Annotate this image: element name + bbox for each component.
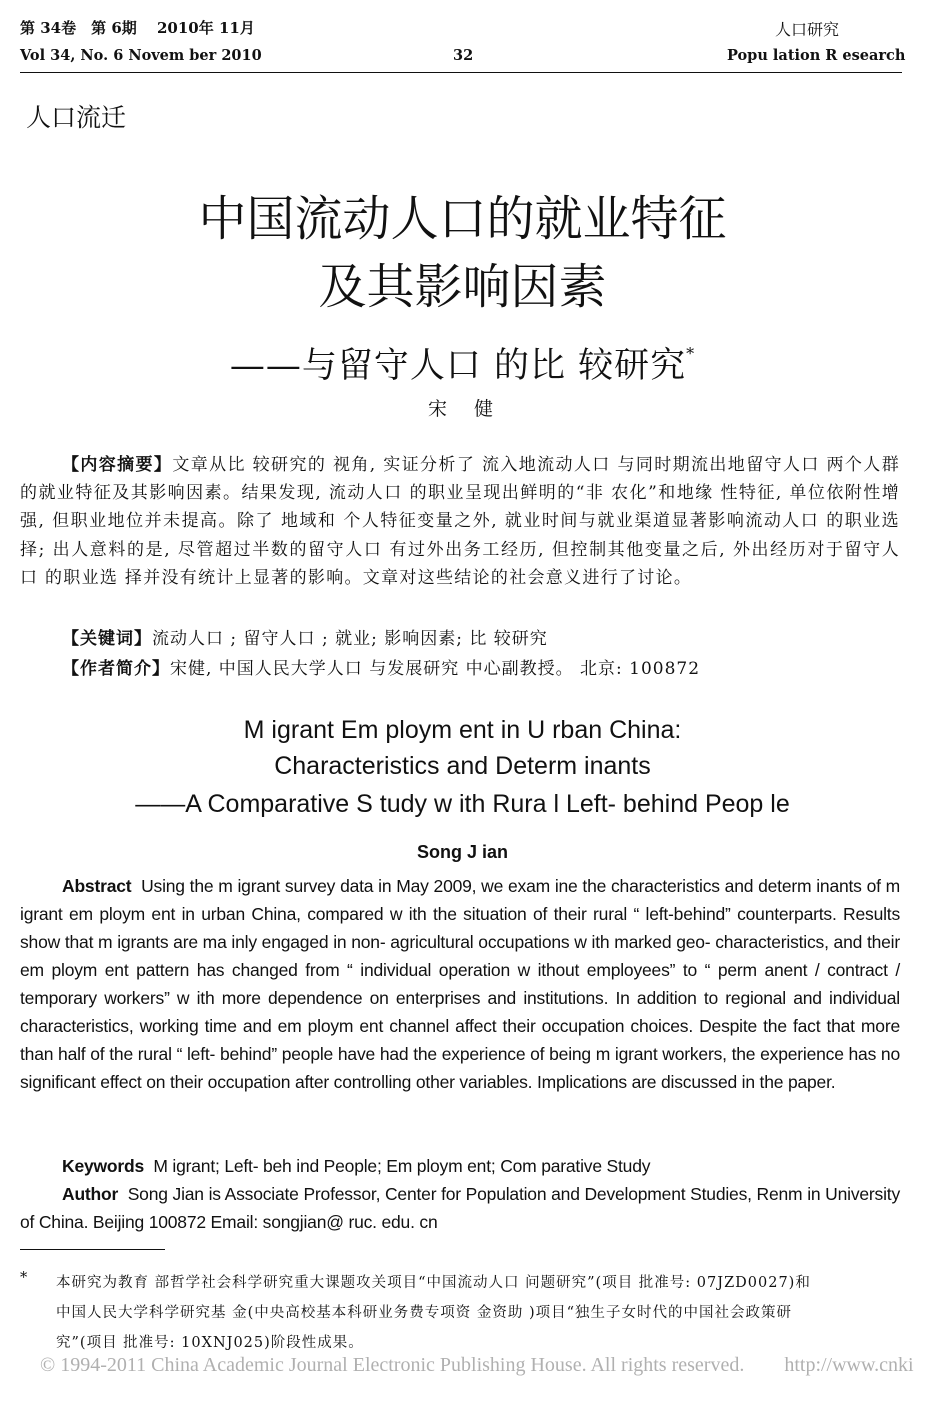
author-intro-cn-text: 宋健, 中国人民大学人口 与发展研究 中心副教授。 北京: 100872 <box>170 659 701 679</box>
subtitle-text: ——与留守人口 的比 较研究 <box>229 346 687 386</box>
abstract-cn <box>20 451 900 592</box>
page-number: 32 <box>453 47 474 64</box>
title-en-line-2: Characteristics and Determ inants <box>274 752 651 780</box>
author-name-en: Song J ian <box>416 842 508 862</box>
keywords-en-text: M igrant; Left- beh ind People; Em ploym ent; Com parative Study <box>153 1156 651 1176</box>
abstract-en <box>20 872 900 1096</box>
journal-name-cn: 人口研究 <box>775 20 840 39</box>
keywords-cn-label: 【关键词】 <box>62 629 152 649</box>
footnote-line-2: 中国人民大学科学研究基 金(中央高校基本科研业务费专项资 金资助 )项目“独生子女时代的中国社会政策研 <box>56 1305 793 1321</box>
subtitle <box>0 330 925 390</box>
title-en-line-1: M igrant Em ploym ent in U rban China: <box>243 716 682 744</box>
keywords-cn <box>62 625 902 653</box>
copyright-watermark: © 1994-2011 China Academic Journal Electronic Publishing House. All rights reserved. http://www.cnki <box>40 1354 914 1376</box>
footnote-rule <box>20 1249 165 1250</box>
keywords-cn-text: 流动人口 ; 留守人口 ; 就业; 影响因素; 比 较研究 <box>152 629 548 649</box>
title-en-line-3: ——A Comparative S tudy w ith Rura l Left- behind Peop le <box>135 790 790 818</box>
header-rule <box>20 72 902 73</box>
author-intro-en-label: Author <box>62 1184 119 1204</box>
abstract-cn-label: 【内容摘要】 <box>62 455 173 475</box>
keywords-en <box>20 1152 900 1180</box>
issue-info-cn: 第 34卷 第 6期 2010年 11月 <box>20 19 255 37</box>
footnote-line-3: 究”(项目 批准号: 10XNJ025)阶段性成果。 <box>56 1335 364 1351</box>
author-name-cn: 宋 健 <box>427 398 497 420</box>
journal-name-en: Popu lation R esearch <box>727 47 906 64</box>
abstract-cn-text: 文章从比 较研究的 视角, 实证分析了 流入地流动人口 与同时期流出地留守人口 两个人群的就业特征及其影响因素。结果发现, 流动人口 的职业呈现出鲜明的“非 农化”和地缘 性特征, 单位依附性增强, 但职业地位并未提高。除了 地域和 个人特征变量之外, 就业时间与就业渠道显著影响流动人口 的职业选择; 出人意料的是, 尽管超过半数的留守人口 有过外出务工经历, 但控制其他变量之后, 外出经历对于留守人口 的职业选 择并没有统计上显著的影响。文章对这些结论的社会意义进行了讨论。 <box>20 455 900 588</box>
footnote-mark: * <box>20 1270 28 1286</box>
subtitle-footnote-mark: * <box>686 344 696 363</box>
author-intro-en <box>20 1180 900 1236</box>
section-label: 人口流迁 <box>26 103 127 132</box>
footnote-line-1: 本研究为教育 部哲学社会科学研究重大课题攻关项目“中国流动人口 问题研究”(项目 批准号: 07JZD0027)和 <box>56 1275 811 1291</box>
abstract-en-label: Abstract <box>62 876 132 896</box>
author-intro-cn-label: 【作者简介】 <box>62 659 170 679</box>
issue-info-en: Vol 34, No. 6 Novem ber 2010 <box>20 47 262 64</box>
author-intro-en-text: Song Jian is Associate Professor, Center for Population and Development Studies, Renm in University of China. Beijing 100872 Email: songjian@ ruc. edu. cn <box>20 1184 900 1232</box>
author-intro-cn <box>62 655 902 683</box>
keywords-en-label: Keywords <box>62 1156 145 1176</box>
title-line-1: 中国流动人口的就业特征 <box>198 191 727 247</box>
title-line-2: 及其影响因素 <box>318 259 607 315</box>
abstract-en-text: Using the m igrant survey data in May 2009, we exam ine the characteristics and determ inants of m igrant em ploym ent in urban China, compared w ith the situation of their rural “ left-behind” counterparts. Results show that m igrants are ma inly engaged in non- agricultural occupations w ith marked geo- characteristics, and their em ploym ent pattern has changed from “ individual operation w ithout employees” to “ perm anent / contract / temporary workers” w ith more dependence on enterprises and institutions. In addition to regional and individual characteristics, working time and em ploym ent channel affect their occupation choices. Despite the fact that more than half of the rural “ left- behind” people have had the experience of being m igrant workers, the experience has no significant effect on their occupation after controlling other variables. Implications are discussed in the paper. <box>20 876 900 1092</box>
